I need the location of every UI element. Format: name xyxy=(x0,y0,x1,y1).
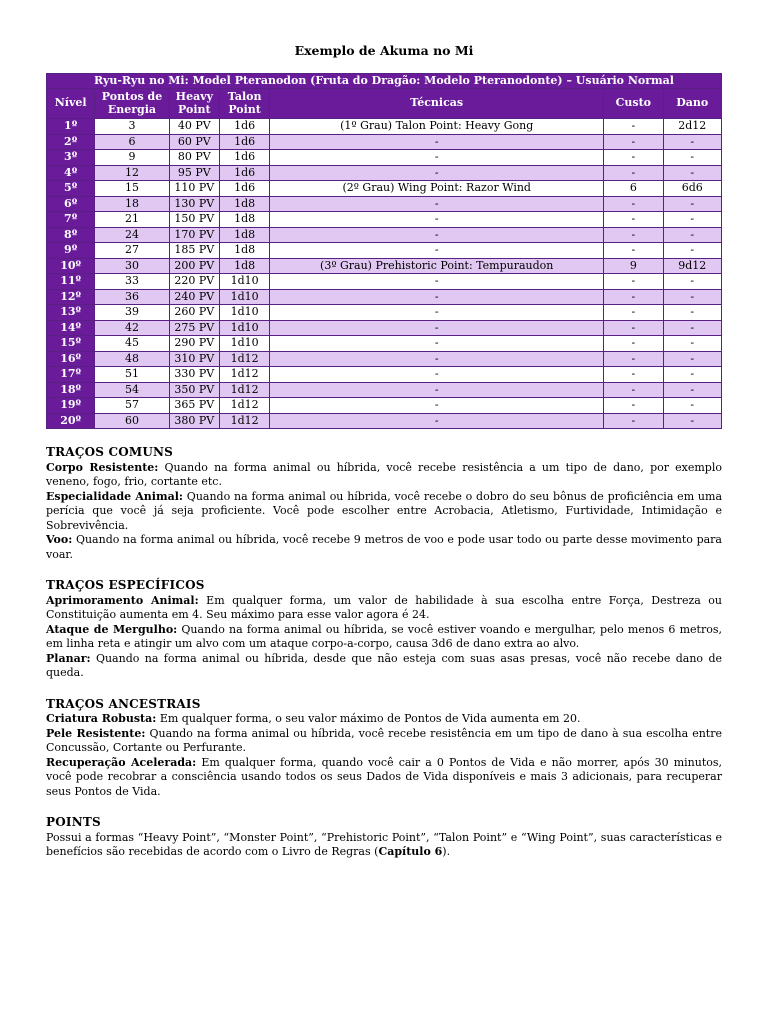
table-cell: - xyxy=(663,289,722,305)
table-cell: 21 xyxy=(95,212,169,228)
table-cell: - xyxy=(663,305,722,321)
table-cell: (1º Grau) Talon Point: Heavy Gong xyxy=(270,119,604,135)
section-heading: TRAÇOS COMUNS xyxy=(46,445,174,459)
table-cell: - xyxy=(270,243,604,259)
level-cell: 2º xyxy=(47,134,95,150)
trait-text: Quando na forma animal ou híbrida, se você estiver voando e mergulhar, pelo menos 6 metros, em linha reta e atingir um alvo com um ataque corpo-a-corpo, causa 3d6 de dano extra ao alvo. xyxy=(46,622,722,650)
table-row xyxy=(47,382,722,398)
level-cell: 4º xyxy=(47,165,95,181)
table-cell: 48 xyxy=(95,351,169,367)
table-cell: - xyxy=(270,305,604,321)
table-row xyxy=(47,305,722,321)
table-cell: - xyxy=(604,336,663,352)
table-cell: 1d12 xyxy=(219,382,269,398)
table-cell: 60 xyxy=(95,413,169,429)
table-caption: Ryu-Ryu no Mi: Model Pteranodon (Fruta do Dragão: Modelo Pteranodonte) – Usuário Normal xyxy=(47,74,722,89)
trait-name: Pele Resistente: xyxy=(46,726,146,740)
table-cell: 1d10 xyxy=(219,305,269,321)
column-header: Dano xyxy=(663,89,722,119)
table-cell: - xyxy=(270,289,604,305)
table-row xyxy=(47,150,722,166)
trait-paragraph xyxy=(46,727,722,756)
traits-section xyxy=(46,578,722,681)
table-row xyxy=(47,398,722,414)
level-cell: 11º xyxy=(47,274,95,290)
table-cell: - xyxy=(604,382,663,398)
table-cell: (2º Grau) Wing Point: Razor Wind xyxy=(270,181,604,197)
table-cell: - xyxy=(663,274,722,290)
table-cell: 170 PV xyxy=(169,227,219,243)
table-cell: 95 PV xyxy=(169,165,219,181)
table-cell: 1d6 xyxy=(219,165,269,181)
table-cell: - xyxy=(270,165,604,181)
table-cell: - xyxy=(604,289,663,305)
level-cell: 20º xyxy=(47,413,95,429)
table-cell: 39 xyxy=(95,305,169,321)
table-row xyxy=(47,258,722,274)
table-cell: 240 PV xyxy=(169,289,219,305)
table-cell: - xyxy=(604,119,663,135)
table-cell: - xyxy=(663,413,722,429)
table-row xyxy=(47,119,722,135)
table-row xyxy=(47,243,722,259)
table-cell: 3 xyxy=(95,119,169,135)
table-cell: 12 xyxy=(95,165,169,181)
table-cell: - xyxy=(604,134,663,150)
level-cell: 10º xyxy=(47,258,95,274)
table-cell: 1d12 xyxy=(219,367,269,383)
table-cell: - xyxy=(663,320,722,336)
table-cell: - xyxy=(604,320,663,336)
table-cell: 9d12 xyxy=(663,258,722,274)
table-row xyxy=(47,165,722,181)
table-cell: 220 PV xyxy=(169,274,219,290)
trait-paragraph xyxy=(46,712,722,727)
table-cell: - xyxy=(270,398,604,414)
table-cell: 350 PV xyxy=(169,382,219,398)
level-cell: 7º xyxy=(47,212,95,228)
table-cell: 365 PV xyxy=(169,398,219,414)
table-cell: 310 PV xyxy=(169,351,219,367)
table-cell: 18 xyxy=(95,196,169,212)
table-cell: 51 xyxy=(95,367,169,383)
table-cell: 1d8 xyxy=(219,258,269,274)
table-row xyxy=(47,336,722,352)
table-cell: - xyxy=(270,212,604,228)
table-cell: 1d12 xyxy=(219,413,269,429)
trait-name: Criatura Robusta: xyxy=(46,712,157,725)
table-cell: - xyxy=(270,382,604,398)
table-cell: 27 xyxy=(95,243,169,259)
page-title: Exemplo de Akuma no Mi xyxy=(294,43,474,58)
table-cell: 6d6 xyxy=(663,181,722,197)
level-cell: 18º xyxy=(47,382,95,398)
table-cell: 1d8 xyxy=(219,212,269,228)
trait-text: Quando na forma animal ou híbrida, você recebe resistência em um tipo de dano à sua escolha entre Concussão, Cortante ou Perfurante. xyxy=(46,726,722,754)
level-cell: 14º xyxy=(47,320,95,336)
trait-name: Corpo Resistente: xyxy=(46,460,159,474)
column-header: Custo xyxy=(604,89,663,119)
table-cell: - xyxy=(663,134,722,150)
table-cell: - xyxy=(604,150,663,166)
trait-text: Em qualquer forma, o seu valor máximo de Pontos de Vida aumenta em 20. xyxy=(156,712,581,725)
akuma-table xyxy=(46,73,722,429)
table-row xyxy=(47,274,722,290)
table-cell: 36 xyxy=(95,289,169,305)
trait-name: Recuperação Acelerada: xyxy=(46,755,197,769)
table-cell: 275 PV xyxy=(169,320,219,336)
trait-paragraph xyxy=(46,490,722,534)
table-cell: 1d6 xyxy=(219,119,269,135)
table-cell: 15 xyxy=(95,181,169,197)
trait-text: Quando na forma animal ou híbrida, desde que não esteja com suas asas presas, você não recebe dano de queda. xyxy=(46,651,722,679)
points-section xyxy=(46,815,722,860)
table-row xyxy=(47,413,722,429)
table-cell: - xyxy=(270,150,604,166)
level-cell: 6º xyxy=(47,196,95,212)
level-cell: 16º xyxy=(47,351,95,367)
column-header: Talon Point xyxy=(219,89,269,119)
table-cell: - xyxy=(604,227,663,243)
trait-paragraph xyxy=(46,756,722,800)
table-cell: 1d12 xyxy=(219,398,269,414)
level-cell: 13º xyxy=(47,305,95,321)
table-cell: - xyxy=(663,243,722,259)
table-cell: - xyxy=(270,351,604,367)
table-cell: 42 xyxy=(95,320,169,336)
trait-name: Ataque de Mergulho: xyxy=(46,622,178,636)
column-header: Heavy Point xyxy=(169,89,219,119)
table-cell: 33 xyxy=(95,274,169,290)
table-cell: 260 PV xyxy=(169,305,219,321)
trait-name: Voo: xyxy=(46,533,73,546)
table-cell: 57 xyxy=(95,398,169,414)
level-cell: 5º xyxy=(47,181,95,197)
table-cell: - xyxy=(604,212,663,228)
table-cell: 185 PV xyxy=(169,243,219,259)
trait-text: Em qualquer forma, quando você cair a 0 Pontos de Vida e não morrer, após 30 minutos, você pode recobrar a consciência usando todos os seus Dados de Vida disponíveis e mais 3 adicionais, para recuperar seus Pontos de Vida. xyxy=(46,755,723,798)
trait-paragraph xyxy=(46,652,722,681)
table-cell: 1d10 xyxy=(219,320,269,336)
section-heading: TRAÇOS ESPECÍFICOS xyxy=(46,578,205,592)
level-cell: 19º xyxy=(47,398,95,414)
table-cell: 330 PV xyxy=(169,367,219,383)
traits-section xyxy=(46,697,722,800)
table-cell: 130 PV xyxy=(169,196,219,212)
table-cell: - xyxy=(270,367,604,383)
level-cell: 9º xyxy=(47,243,95,259)
column-header: Nível xyxy=(47,89,95,119)
section-heading: POINTS xyxy=(46,815,101,829)
table-cell: - xyxy=(663,227,722,243)
chapter-reference: Capítulo 6 xyxy=(378,845,443,858)
trait-text: Quando na forma animal ou híbrida, você recebe o dobro do seu bônus de proficiência em uma perícia que você já seja proficiente. Você pode escolher entre Acrobacia, Atletismo, Furtividade, Intimidação e Sobrevivência. xyxy=(46,489,723,532)
trait-paragraph xyxy=(46,623,722,652)
trait-paragraph xyxy=(46,594,722,623)
table-row xyxy=(47,212,722,228)
trait-name: Planar: xyxy=(46,651,91,665)
traits-section xyxy=(46,445,722,562)
table-cell: 1d6 xyxy=(219,150,269,166)
table-cell: 45 xyxy=(95,336,169,352)
table-cell: - xyxy=(270,134,604,150)
column-header: Técnicas xyxy=(270,89,604,119)
table-cell: 110 PV xyxy=(169,181,219,197)
table-cell: - xyxy=(604,351,663,367)
table-cell: - xyxy=(663,212,722,228)
table-cell: - xyxy=(604,274,663,290)
table-cell: 30 xyxy=(95,258,169,274)
trait-name: Especialidade Animal: xyxy=(46,489,183,503)
table-cell: 150 PV xyxy=(169,212,219,228)
table-cell: - xyxy=(604,196,663,212)
table-row xyxy=(47,351,722,367)
trait-paragraph xyxy=(46,461,722,490)
table-cell: - xyxy=(663,196,722,212)
table-cell: 54 xyxy=(95,382,169,398)
table-row xyxy=(47,227,722,243)
table-cell: - xyxy=(270,196,604,212)
table-cell: - xyxy=(604,305,663,321)
table-cell: - xyxy=(604,413,663,429)
table-row xyxy=(47,196,722,212)
table-cell: 380 PV xyxy=(169,413,219,429)
section-heading: TRAÇOS ANCESTRAIS xyxy=(46,696,201,711)
table-cell: - xyxy=(663,150,722,166)
level-cell: 1º xyxy=(47,119,95,135)
table-cell: 9 xyxy=(604,258,663,274)
trait-text: Quando na forma animal ou híbrida, você recebe 9 metros de voo e pode usar todo ou parte desse movimento para voar. xyxy=(46,533,722,561)
table-cell: 1d8 xyxy=(219,196,269,212)
table-cell: - xyxy=(663,351,722,367)
table-cell: - xyxy=(270,413,604,429)
table-cell: 6 xyxy=(95,134,169,150)
table-cell: - xyxy=(663,382,722,398)
table-cell: 1d8 xyxy=(219,243,269,259)
table-cell: - xyxy=(663,367,722,383)
table-row xyxy=(47,134,722,150)
table-cell: - xyxy=(604,165,663,181)
level-cell: 15º xyxy=(47,336,95,352)
trait-name: Aprimoramento Animal: xyxy=(46,593,199,607)
table-row xyxy=(47,181,722,197)
table-cell: 24 xyxy=(95,227,169,243)
table-cell: 1d6 xyxy=(219,181,269,197)
table-cell: (3º Grau) Prehistoric Point: Tempuraudon xyxy=(270,258,604,274)
table-cell: 60 PV xyxy=(169,134,219,150)
table-cell: - xyxy=(270,320,604,336)
trait-text: Em qualquer forma, um valor de habilidade à sua escolha entre Força, Destreza ou Constituição aumenta em 4. Seu máximo para esse valor agora é 24. xyxy=(46,593,723,621)
table-row xyxy=(47,367,722,383)
level-cell: 3º xyxy=(47,150,95,166)
table-cell: - xyxy=(663,165,722,181)
trait-paragraph xyxy=(46,533,722,562)
text-block xyxy=(46,445,722,876)
table-cell: - xyxy=(270,336,604,352)
table-cell: - xyxy=(663,336,722,352)
points-paragraph: Possui a formas “Heavy Point”, “Monster Point”, “Prehistoric Point”, “Talon Point” e “Wing Point”, suas características e benefícios são recebidas de acordo com o Livro de Regras (Capítulo 6). xyxy=(46,830,722,858)
table-cell: 2d12 xyxy=(663,119,722,135)
table-cell: - xyxy=(604,367,663,383)
column-header: Pontos de Energia xyxy=(95,89,169,119)
table-cell: 1d10 xyxy=(219,274,269,290)
table-cell: 1d10 xyxy=(219,336,269,352)
level-cell: 12º xyxy=(47,289,95,305)
table-cell: - xyxy=(270,227,604,243)
table-cell: 1d10 xyxy=(219,289,269,305)
table-cell: 1d8 xyxy=(219,227,269,243)
table-cell: 9 xyxy=(95,150,169,166)
table-cell: 290 PV xyxy=(169,336,219,352)
table-cell: 1d6 xyxy=(219,134,269,150)
table-cell: 6 xyxy=(604,181,663,197)
table-cell: - xyxy=(604,398,663,414)
table-cell: 200 PV xyxy=(169,258,219,274)
table-row xyxy=(47,320,722,336)
table-cell: 80 PV xyxy=(169,150,219,166)
table-cell: - xyxy=(663,398,722,414)
table-cell: - xyxy=(604,243,663,259)
table-row xyxy=(47,289,722,305)
table-cell: - xyxy=(270,274,604,290)
table-cell: 1d12 xyxy=(219,351,269,367)
level-cell: 8º xyxy=(47,227,95,243)
trait-text: Quando na forma animal ou híbrida, você recebe resistência a um tipo de dano, por exemplo veneno, fogo, frio, cortante etc. xyxy=(46,460,722,488)
table-cell: 40 PV xyxy=(169,119,219,135)
level-cell: 17º xyxy=(47,367,95,383)
